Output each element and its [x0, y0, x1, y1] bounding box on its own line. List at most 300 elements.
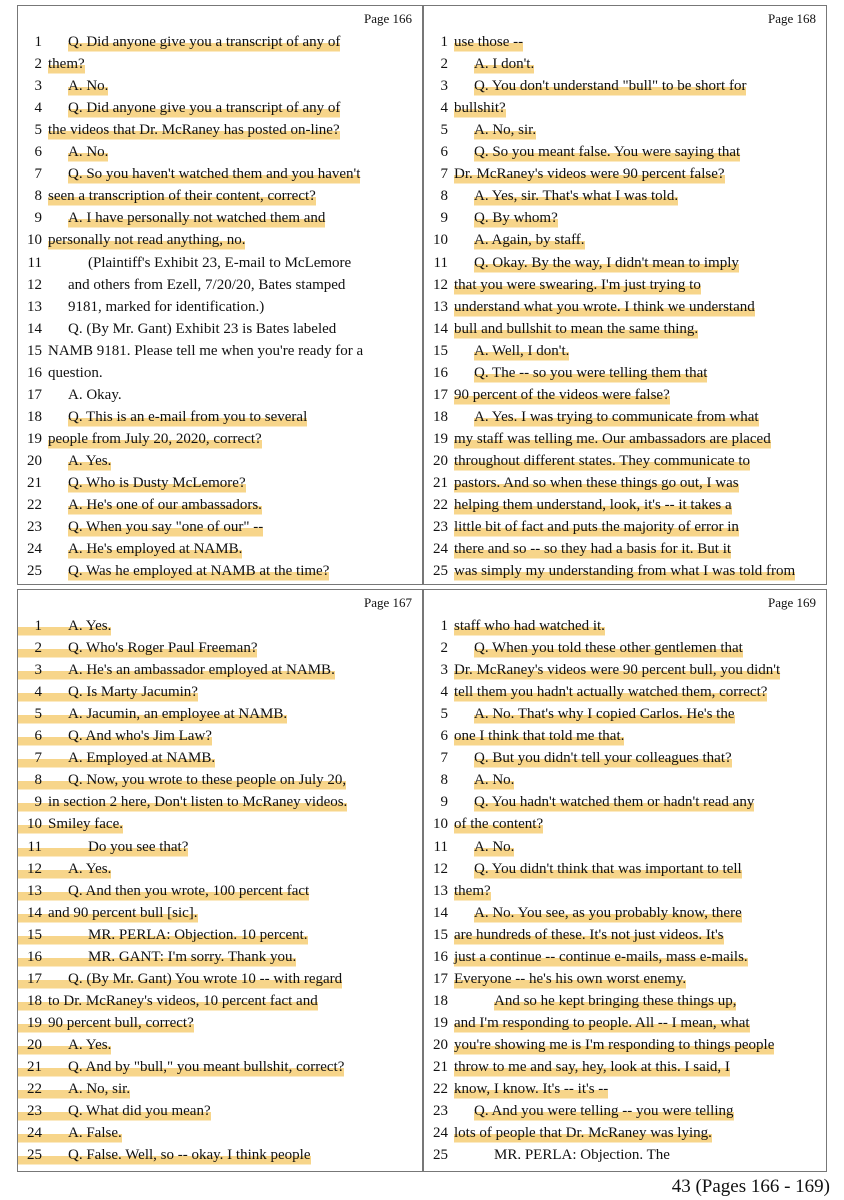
- transcript-line: [424, 428, 771, 450]
- transcript-line: [18, 836, 188, 858]
- transcript-line: [424, 1100, 734, 1122]
- transcript-text: understand what you wrote. I think we understand: [454, 296, 755, 318]
- transcript-line: [424, 703, 735, 725]
- line-number: 25: [27, 563, 42, 580]
- transcript-line: [18, 703, 287, 725]
- transcript-text: A. Yes.: [68, 858, 111, 880]
- transcript-text: A. Okay.: [68, 386, 122, 403]
- line-number: 12: [18, 858, 42, 880]
- line-number: 7: [18, 747, 42, 769]
- line-number: 6: [34, 144, 42, 161]
- line-number: 8: [440, 188, 448, 205]
- line-number: 14: [18, 902, 42, 924]
- transcript-text: Dr. McRaney's videos were 90 percent false?: [454, 163, 725, 185]
- transcript-line: [424, 296, 755, 318]
- transcript-text: Q. Did anyone give you a transcript of any of: [68, 31, 340, 53]
- transcript-text: Q. (By Mr. Gant) You wrote 10 -- with regard: [68, 968, 342, 990]
- transcript-text: A. He's an ambassador employed at NAMB.: [68, 659, 335, 681]
- transcript-line: [18, 229, 245, 251]
- transcript-text: A. Yes.: [68, 1034, 111, 1056]
- transcript-text: Q. Was he employed at NAMB at the time?: [68, 560, 329, 582]
- transcript-line: [18, 31, 340, 53]
- transcript-text: A. He's employed at NAMB.: [68, 538, 242, 560]
- transcript-line: [424, 494, 732, 516]
- transcript-text: lots of people that Dr. McRaney was lying.: [454, 1122, 712, 1144]
- transcript-line: [424, 163, 725, 185]
- transcript-line: [18, 472, 246, 494]
- transcript-text: seen a transcription of their content, correct?: [48, 185, 316, 207]
- transcript-text: A. Again, by staff.: [474, 229, 585, 251]
- transcript-text: tell them you hadn't actually watched them, correct?: [454, 681, 767, 703]
- transcript-text: to Dr. McRaney's videos, 10 percent fact and: [48, 990, 318, 1012]
- transcript-text: Q. What did you mean?: [68, 1100, 211, 1122]
- transcript-text: Q. Is Marty Jacumin?: [68, 681, 198, 703]
- transcript-text: A. No.: [474, 836, 514, 858]
- transcript-text: Q. When you told these other gentlemen that: [474, 637, 743, 659]
- line-number: 19: [18, 1012, 42, 1034]
- page-number-label: Page 169: [767, 595, 816, 610]
- highlight-gap: [42, 880, 68, 902]
- transcript-line: [424, 53, 534, 75]
- transcript-text: Q. And then you wrote, 100 percent fact: [68, 880, 309, 902]
- highlight-gap: [42, 1100, 68, 1122]
- transcript-text: and others from Ezell, 7/20/20, Bates stamped: [68, 276, 346, 293]
- transcript-line: [18, 659, 335, 681]
- transcript-line: [18, 538, 242, 560]
- transcript-text: Q. Now, you wrote to these people on July 20,: [68, 769, 346, 791]
- line-number: 8: [440, 772, 448, 789]
- transcript-line: [18, 384, 122, 406]
- transcript-text: A. Jacumin, an employee at NAMB.: [68, 703, 287, 725]
- line-number: 24: [433, 541, 448, 558]
- transcript-line: [424, 229, 585, 251]
- line-number: 18: [433, 408, 448, 425]
- transcript-text: A. No, sir.: [474, 119, 536, 141]
- transcript-text: A. No. You see, as you probably know, there: [474, 902, 742, 924]
- transcript-text: throw to me and say, hey, look at this. I said, I: [454, 1056, 730, 1078]
- line-number: 16: [27, 364, 42, 381]
- line-number: 17: [18, 968, 42, 990]
- transcript-line: [18, 119, 340, 141]
- transcript-line: [18, 75, 108, 97]
- line-number: 24: [27, 541, 42, 558]
- transcript-line: [18, 450, 111, 472]
- transcript-line: [18, 747, 215, 769]
- transcript-line: [18, 340, 363, 362]
- transcript-text: personally not read anything, no.: [48, 229, 245, 251]
- transcript-line: [18, 1078, 130, 1100]
- highlight-gap: [42, 858, 68, 880]
- transcript-line: [424, 97, 506, 119]
- transcript-line: [18, 880, 309, 902]
- line-number: 3: [440, 78, 448, 95]
- transcript-line: [424, 1012, 750, 1034]
- transcript-line: [18, 968, 342, 990]
- highlight-gap: [42, 1144, 68, 1166]
- highlight-gap: [42, 615, 68, 637]
- transcript-line: [424, 119, 536, 141]
- transcript-line: [424, 858, 742, 880]
- transcript-line: [424, 637, 743, 659]
- line-number: 17: [27, 386, 42, 403]
- transcript-line: [18, 858, 111, 880]
- transcript-text: A. No.: [474, 769, 514, 791]
- transcript-line: [424, 836, 514, 858]
- transcript-line: [424, 968, 686, 990]
- line-number: 11: [433, 254, 448, 271]
- transcript-text: Q. By whom?: [474, 207, 558, 229]
- transcript-text: (Plaintiff's Exhibit 23, E-mail to McLemore: [88, 254, 352, 271]
- line-number: 10: [27, 232, 42, 249]
- transcript-text: Q. You don't understand "bull" to be short for: [474, 75, 746, 97]
- line-number: 13: [27, 298, 42, 315]
- transcript-text: MR. GANT: I'm sorry. Thank you.: [88, 946, 296, 968]
- transcript-line: [424, 1122, 712, 1144]
- transcript-text: them?: [454, 880, 491, 902]
- transcript-text: Q. But you didn't tell your colleagues that?: [474, 747, 732, 769]
- line-number: 11: [18, 836, 42, 858]
- transcript-text: staff who had watched it.: [454, 615, 605, 637]
- line-number: 19: [433, 430, 448, 447]
- line-number: 9: [440, 794, 448, 811]
- line-number: 5: [34, 122, 42, 139]
- transcript-text: MR. PERLA: Objection. 10 percent.: [88, 924, 308, 946]
- highlight-gap: [42, 924, 88, 946]
- line-number: 10: [18, 813, 42, 835]
- line-number: 25: [433, 1147, 448, 1164]
- transcript-text: Everyone -- he's his own worst enemy.: [454, 968, 686, 990]
- transcript-line: [424, 384, 670, 406]
- transcript-line: [424, 406, 759, 428]
- highlight-gap: [42, 681, 68, 703]
- transcript-text: Do you see that?: [88, 836, 188, 858]
- line-number: 6: [440, 728, 448, 745]
- transcript-line: [424, 615, 605, 637]
- line-number: 21: [433, 1059, 448, 1075]
- line-number: 8: [18, 769, 42, 791]
- transcript-text: Q. The -- so you were telling them that: [474, 362, 707, 384]
- transcript-line: [18, 1144, 311, 1166]
- line-number: 22: [433, 1081, 448, 1098]
- transcript-text: A. No, sir.: [68, 1078, 130, 1100]
- transcript-line: [424, 318, 698, 340]
- transcript-text: A. Yes.: [68, 615, 111, 637]
- line-number: 25: [433, 563, 448, 580]
- line-number: 9: [34, 210, 42, 227]
- transcript-text: Q. And you were telling -- you were telling: [474, 1100, 734, 1122]
- transcript-text: Q. (By Mr. Gant) Exhibit 23 is Bates labeled: [68, 320, 337, 337]
- transcript-line: [424, 1144, 670, 1166]
- transcript-line: [18, 185, 316, 207]
- transcript-line: [424, 681, 767, 703]
- transcript-line: [424, 659, 780, 681]
- line-number: 20: [433, 1036, 448, 1053]
- page-number-label: Page 168: [767, 11, 816, 26]
- line-number: 9: [440, 210, 448, 227]
- transcript-text: NAMB 9181. Please tell me when you're ready for a: [48, 342, 364, 359]
- highlight-gap: [42, 1122, 68, 1144]
- transcript-line: [424, 725, 624, 747]
- line-number: 16: [433, 364, 448, 381]
- transcript-line: [18, 791, 347, 813]
- line-number: 6: [18, 725, 42, 747]
- transcript-text: one I think that told me that.: [454, 725, 624, 747]
- transcript-line: [424, 516, 739, 538]
- line-number: 2: [440, 640, 448, 657]
- line-number: 20: [27, 452, 42, 469]
- transcript-line: [424, 560, 795, 582]
- transcript-line: [424, 538, 731, 560]
- transcript-line: [18, 1012, 194, 1034]
- line-number: 21: [18, 1056, 42, 1078]
- highlight-gap: [42, 703, 68, 725]
- line-number: 18: [433, 992, 448, 1009]
- highlight-gap: [42, 747, 68, 769]
- line-number: 15: [433, 342, 448, 359]
- transcript-line: [424, 31, 523, 53]
- transcript-text: throughout different states. They communicate to: [454, 450, 750, 472]
- transcript-line: [18, 362, 103, 384]
- transcript-line: [18, 163, 360, 185]
- line-number: 8: [34, 188, 42, 205]
- line-number: 2: [34, 56, 42, 73]
- line-number: 16: [18, 946, 42, 968]
- transcript-line: [18, 1056, 344, 1078]
- transcript-line: [18, 902, 198, 924]
- transcript-line: [424, 450, 750, 472]
- transcript-line: [424, 946, 748, 968]
- line-number: 14: [27, 320, 42, 337]
- transcript-line: [424, 362, 707, 384]
- transcript-line: [18, 813, 123, 835]
- transcript-text: of the content?: [454, 813, 543, 835]
- transcript-text: 90 percent bull, correct?: [48, 1012, 194, 1034]
- line-number: 3: [34, 78, 42, 95]
- transcript-line: [424, 75, 746, 97]
- line-number: 13: [433, 298, 448, 315]
- page-number-label: Page 167: [363, 595, 412, 610]
- transcript-text: are hundreds of these. It's not just videos. It's: [454, 924, 724, 946]
- transcript-line: [18, 97, 340, 119]
- line-number: 4: [18, 681, 42, 703]
- line-number: 7: [34, 166, 42, 183]
- line-number: 23: [27, 519, 42, 536]
- transcript-line: [424, 185, 678, 207]
- line-number: 12: [27, 276, 42, 293]
- transcript-line: [424, 141, 740, 163]
- line-number: 3: [440, 662, 448, 679]
- transcript-text: A. He's one of our ambassadors.: [68, 494, 262, 516]
- transcript-line: [18, 494, 262, 516]
- transcript-text: A. I have personally not watched them and: [68, 207, 325, 229]
- line-number: 7: [440, 750, 448, 767]
- transcript-text: pastors. And so when these things go out, I was: [454, 472, 739, 494]
- line-number: 15: [27, 342, 42, 359]
- transcript-page-167: [17, 589, 423, 1172]
- line-number: 5: [18, 703, 42, 725]
- transcript-text: and 90 percent bull [sic].: [48, 902, 198, 924]
- transcript-text: A. No.: [68, 141, 108, 163]
- page-range-footer: 43 (Pages 166 - 169): [671, 1176, 830, 1197]
- transcript-line: [424, 252, 739, 274]
- line-number: 16: [433, 948, 448, 965]
- transcript-text: Dr. McRaney's videos were 90 percent bull, you didn't: [454, 659, 780, 681]
- line-number: 11: [433, 838, 448, 855]
- transcript-line: [18, 615, 111, 637]
- line-number: 17: [433, 386, 448, 403]
- transcript-text: A. No. That's why I copied Carlos. He's the: [474, 703, 735, 725]
- line-number: 9: [18, 791, 42, 813]
- transcript-line: [18, 207, 325, 229]
- transcript-page-168: [423, 5, 827, 585]
- transcript-text: And so he kept bringing these things up,: [494, 990, 736, 1012]
- transcript-line: [18, 924, 308, 946]
- transcript-line: [18, 252, 351, 274]
- transcript-line: [424, 924, 724, 946]
- line-number: 1: [34, 34, 42, 50]
- transcript-text: Smiley face.: [48, 813, 123, 835]
- line-number: 22: [27, 497, 42, 514]
- transcript-text: A. Yes. I was trying to communicate from what: [474, 406, 759, 428]
- transcript-text: and I'm responding to people. All -- I mean, what: [454, 1012, 750, 1034]
- transcript-line: [424, 880, 491, 902]
- transcript-text: A. I don't.: [474, 53, 534, 75]
- line-number: 20: [433, 452, 448, 469]
- transcript-text: Q. You hadn't watched them or hadn't read any: [474, 791, 754, 813]
- line-number: 3: [18, 659, 42, 681]
- transcript-text: the videos that Dr. McRaney has posted on-line?: [48, 119, 340, 141]
- line-number: 21: [433, 475, 448, 491]
- transcript-text: bullshit?: [454, 97, 506, 119]
- transcript-page-166: [17, 5, 423, 585]
- line-number: 20: [18, 1034, 42, 1056]
- transcript-line: [424, 1034, 774, 1056]
- line-number: 23: [433, 1103, 448, 1120]
- transcript-text: A. No.: [68, 75, 108, 97]
- line-number: 24: [433, 1125, 448, 1142]
- transcript-text: Q. False. Well, so -- okay. I think people: [68, 1144, 311, 1166]
- transcript-text: was simply my understanding from what I was told from: [454, 560, 795, 582]
- line-number: 15: [18, 924, 42, 946]
- line-number: 5: [440, 122, 448, 139]
- transcript-line: [424, 472, 739, 494]
- transcript-text: Q. Okay. By the way, I didn't mean to imply: [474, 252, 739, 274]
- line-number: 2: [18, 637, 42, 659]
- transcript-line: [18, 274, 345, 296]
- transcript-text: use those --: [454, 31, 523, 53]
- line-number: 7: [440, 166, 448, 183]
- transcript-text: helping them understand, look, it's -- it takes a: [454, 494, 732, 516]
- transcript-text: bull and bullshit to mean the same thing.: [454, 318, 698, 340]
- line-number: 2: [440, 56, 448, 73]
- transcript-line: [18, 946, 296, 968]
- line-number: 18: [27, 408, 42, 425]
- line-number: 23: [433, 519, 448, 536]
- highlight-gap: [42, 659, 68, 681]
- line-number: 5: [440, 706, 448, 723]
- transcript-text: Q. And by "bull," you meant bullshit, correct?: [68, 1056, 344, 1078]
- line-number: 10: [433, 232, 448, 249]
- transcript-text: MR. PERLA: Objection. The: [494, 1147, 670, 1164]
- transcript-line: [424, 274, 701, 296]
- transcript-text: them?: [48, 53, 85, 75]
- transcript-text: Q. Who's Roger Paul Freeman?: [68, 637, 257, 659]
- line-number: 10: [433, 816, 448, 833]
- highlight-gap: [42, 769, 68, 791]
- transcript-line: [18, 428, 262, 450]
- line-number: 12: [433, 276, 448, 293]
- transcript-text: A. False.: [68, 1122, 122, 1144]
- line-number: 23: [18, 1100, 42, 1122]
- transcript-line: [424, 340, 569, 362]
- transcript-line: [424, 813, 543, 835]
- line-number: 4: [440, 100, 448, 117]
- transcript-line: [18, 990, 318, 1012]
- line-number: 1: [18, 615, 42, 637]
- line-number: 25: [18, 1144, 42, 1166]
- line-number: 17: [433, 970, 448, 987]
- line-number: 14: [433, 904, 448, 921]
- transcript-line: [18, 53, 85, 75]
- line-number: 4: [34, 100, 42, 117]
- transcript-text: you're showing me is I'm responding to things people: [454, 1034, 774, 1056]
- page-number-label: Page 166: [363, 11, 412, 26]
- line-number: 14: [433, 320, 448, 337]
- line-number: 6: [440, 144, 448, 161]
- transcript-text: Q. This is an e-mail from you to several: [68, 406, 307, 428]
- transcript-text: A. Well, I don't.: [474, 340, 569, 362]
- highlight-gap: [42, 1034, 68, 1056]
- line-number: 19: [27, 430, 42, 447]
- line-number: 22: [433, 497, 448, 514]
- transcript-text: Q. Who is Dusty McLemore?: [68, 472, 246, 494]
- transcript-text: Q. Did anyone give you a transcript of any of: [68, 97, 340, 119]
- transcript-line: [18, 725, 212, 747]
- line-number: 11: [27, 254, 42, 271]
- line-number: 1: [440, 34, 448, 50]
- line-number: 13: [433, 882, 448, 899]
- highlight-gap: [42, 836, 88, 858]
- transcript-text: people from July 20, 2020, correct?: [48, 428, 262, 450]
- transcript-line: [424, 207, 558, 229]
- highlight-gap: [42, 1056, 68, 1078]
- transcript-line: [18, 769, 346, 791]
- transcript-text: Q. You didn't think that was important to tell: [474, 858, 742, 880]
- highlight-gap: [42, 1078, 68, 1100]
- line-number: 1: [440, 618, 448, 634]
- transcript-line: [424, 902, 742, 924]
- highlight-gap: [42, 637, 68, 659]
- transcript-line: [18, 637, 257, 659]
- transcript-line: [424, 769, 514, 791]
- transcript-text: Q. When you say "one of our" --: [68, 516, 263, 538]
- highlight-gap: [42, 968, 68, 990]
- transcript-line: [18, 1122, 122, 1144]
- transcript-text: A. Yes, sir. That's what I was told.: [474, 185, 678, 207]
- transcript-text: question.: [48, 364, 103, 381]
- transcript-line: [18, 141, 108, 163]
- transcript-page-169: [423, 589, 827, 1172]
- transcript-line: [424, 747, 732, 769]
- transcript-text: just a continue -- continue e-mails, mass e-mails.: [454, 946, 748, 968]
- transcript-text: that you were swearing. I'm just trying to: [454, 274, 701, 296]
- transcript-line: [18, 560, 329, 582]
- transcript-text: Q. So you haven't watched them and you haven't: [68, 163, 360, 185]
- transcript-line: [18, 1100, 211, 1122]
- transcript-line: [18, 318, 336, 340]
- transcript-text: my staff was telling me. Our ambassadors are placed: [454, 428, 771, 450]
- transcript-text: Q. So you meant false. You were saying that: [474, 141, 740, 163]
